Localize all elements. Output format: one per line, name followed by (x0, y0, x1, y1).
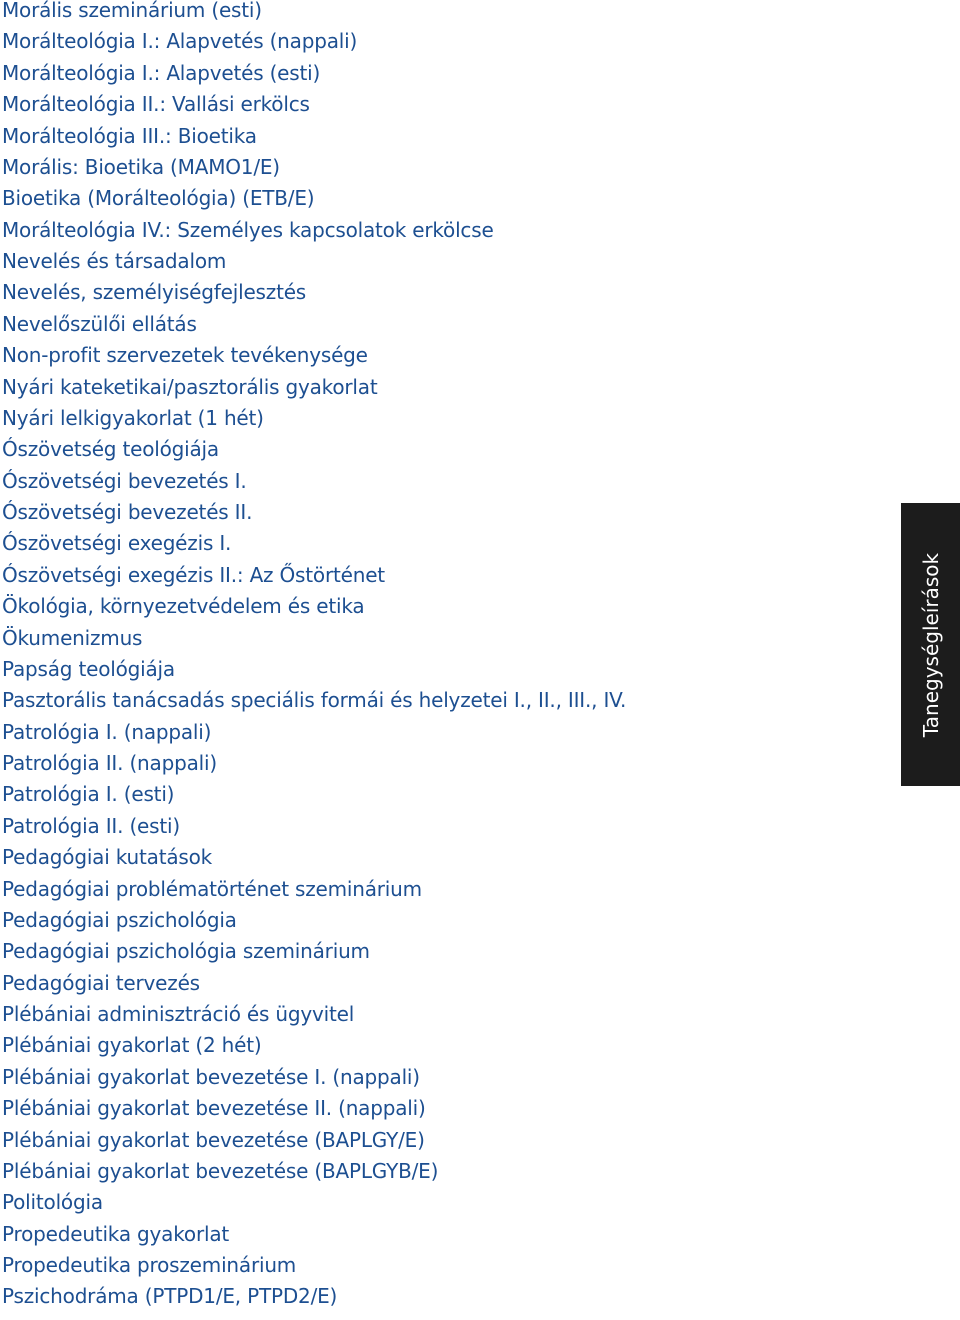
course-list-item: Pedagógiai pszichológia (2, 907, 237, 932)
course-list-item: Non-profit szervezetek tevékenysége (2, 343, 368, 368)
course-list-item: Morális: Bioetika (MAMO1/E) (2, 154, 280, 179)
course-list-item: Plébániai gyakorlat bevezetése I. (nappali) (2, 1064, 420, 1089)
course-list-item: Ószövetségi exegézis II.: Az Őstörténet (2, 562, 385, 587)
course-list-item: Morálteológia II.: Vallási erkölcs (2, 92, 310, 117)
course-list-item: Pedagógiai problématörténet szeminárium (2, 876, 422, 901)
course-list-item: Pasztorális tanácsadás speciális formái és helyzetei I., II., III., IV. (2, 688, 627, 713)
course-list-item: Ószövetségi bevezetés I. (2, 468, 247, 493)
course-list-item: Pszichodráma (PTPD1/E, PTPD2/E) (2, 1284, 338, 1309)
course-list-item: Bioetika (Morálteológia) (ETB/E) (2, 186, 315, 211)
course-list-item: Plébániai gyakorlat bevezetése (BAPLGY/E) (2, 1127, 425, 1152)
course-list-item: Pedagógiai pszichológia szeminárium (2, 939, 370, 964)
course-list-item: Patrológia I. (nappali) (2, 719, 212, 744)
course-list-item: Propedeutika proszeminárium (2, 1253, 297, 1277)
course-list-item: Papság teológiája (2, 656, 175, 681)
course-list-item: Plébániai gyakorlat bevezetése II. (nappali) (2, 1096, 426, 1121)
course-list-item: Nyári lelkigyakorlat (1 hét) (2, 405, 264, 430)
course-list-item: Morálteológia I.: Alapvetés (esti) (2, 60, 321, 85)
course-list (2, 0, 882, 1313)
course-list-item: Ökológia, környezetvédelem és etika (2, 594, 365, 619)
course-list-item: Morálteológia III.: Bioetika (2, 123, 257, 148)
course-list-item: Patrológia II. (nappali) (2, 751, 217, 775)
course-list-item: Politológia (2, 1190, 103, 1215)
course-list-item: Plébániai adminisztráció és ügyvitel (2, 1002, 355, 1026)
course-list-item: Nevelés, személyiségfejlesztés (2, 280, 307, 305)
course-list-item: Morálteológia I.: Alapvetés (nappali) (2, 29, 358, 54)
course-list-item: Patrológia I. (esti) (2, 782, 175, 807)
course-list-item: Ószövetségi bevezetés II. (2, 500, 253, 524)
course-list-item: Morálteológia IV.: Személyes kapcsolatok erkölcse (2, 217, 494, 242)
course-list-item: Ökumenizmus (2, 625, 143, 650)
course-list-item: Plébániai gyakorlat bevezetése (BAPLGYB/E) (2, 1158, 439, 1183)
course-list-item: Nevelés és társadalom (2, 249, 227, 273)
course-list-item: Nyári kateketikai/pasztorális gyakorlat (2, 374, 378, 399)
section-side-tab-label: Tanegységleírások (918, 552, 943, 737)
course-list-item: Patrológia II. (esti) (2, 813, 180, 838)
course-list-item: Ószövetség teológiája (2, 437, 219, 462)
course-list-item: Nevelőszülői ellátás (2, 311, 197, 336)
course-list-item: Pedagógiai tervezés (2, 970, 200, 995)
course-list-item: Propedeutika gyakorlat (2, 1221, 230, 1246)
course-list-item: Ószövetségi exegézis I. (2, 531, 232, 556)
course-list-item: Morális szeminárium (esti) (2, 0, 262, 22)
section-side-tab (901, 503, 960, 786)
course-list-item: Plébániai gyakorlat (2 hét) (2, 1033, 262, 1058)
course-list-item: Pedagógiai kutatások (2, 845, 213, 870)
